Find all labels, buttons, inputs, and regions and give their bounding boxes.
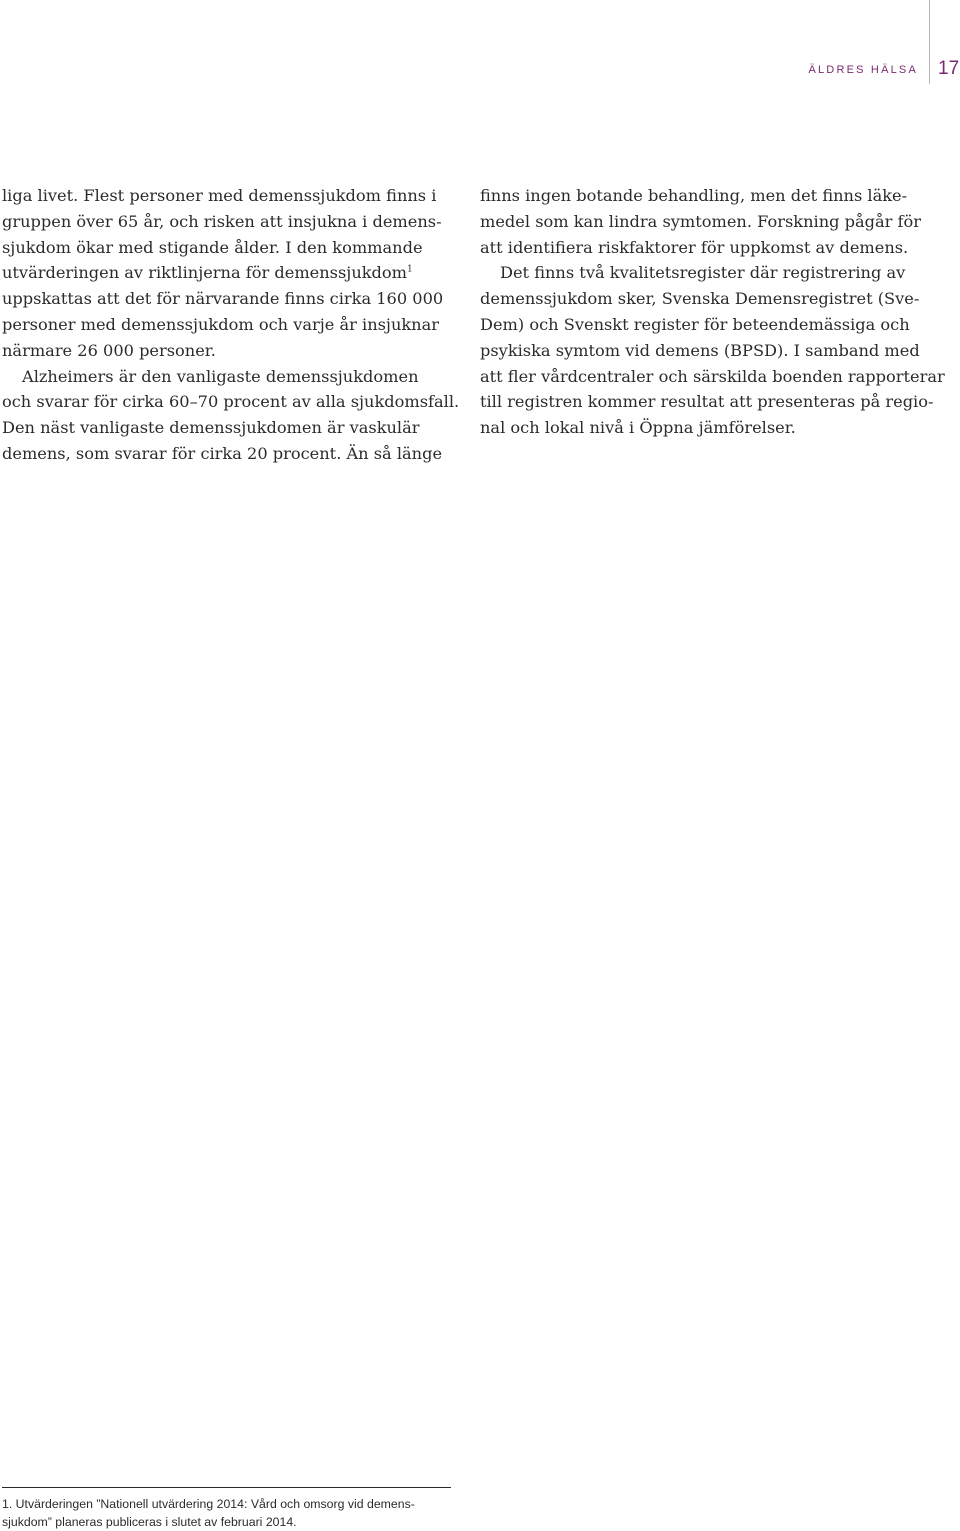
footnote-reference: 1 <box>407 265 413 275</box>
text-line-content: utvärderingen av riktlinjerna för demenssjukdom <box>2 263 408 283</box>
footnote <box>2 1495 462 1531</box>
text-line: medel som kan lindra symtomen. Forskning pågår för <box>480 211 922 231</box>
text-line: att identifiera riskfaktorer för uppkomst av demens. <box>480 237 909 257</box>
left-paragraph-1 <box>2 183 454 364</box>
text-line: personer med demenssjukdom och varje år insjuknar <box>2 314 439 334</box>
left-text-column <box>2 183 460 467</box>
text-line: Alzheimers är den vanligaste demenssjukdomen <box>22 366 419 386</box>
text-line: Dem) och Svenskt register för beteendemässiga och <box>480 314 910 334</box>
text-line: uppskattas att det för närvarande finns cirka 160 000 <box>2 289 444 309</box>
text-line: och svarar för cirka 60–70 procent av alla sjukdomsfall. <box>2 392 460 412</box>
header-divider <box>929 0 930 84</box>
text-line: Den näst vanligaste demenssjukdomen är vaskulär <box>2 418 420 438</box>
text-line: nal och lokal nivå i Öppna jämförelser. <box>480 418 796 438</box>
footnote-line: 1. Utvärderingen ”Nationell utvärdering 2014: Vård och omsorg vid demens- <box>2 1497 415 1511</box>
text-line: närmare 26 000 personer. <box>2 340 216 360</box>
text-line: gruppen över 65 år, och risken att insjukna i demens- <box>2 211 442 231</box>
text-line: sjukdom ökar med stigande ålder. I den kommande <box>2 237 423 257</box>
running-head-title: ÄLDRES HÄLSA <box>808 64 918 76</box>
text-line: att fler vårdcentraler och särskilda boenden rapporterar <box>480 366 945 386</box>
footnote-line: sjukdom” planeras publiceras i slutet av februari 2014. <box>2 1515 297 1530</box>
page-number: 17 <box>938 58 960 79</box>
right-paragraph-1 <box>480 183 934 260</box>
text-line: liga livet. Flest personer med demenssjukdom finns i <box>2 186 437 205</box>
text-line: till registren kommer resultat att presenteras på regio- <box>480 392 934 412</box>
text-line <box>2 260 454 286</box>
footnote-divider <box>2 1487 451 1488</box>
text-line: finns ingen botande behandling, men det finns läke- <box>480 186 908 205</box>
text-line: demenssjukdom sker, Svenska Demensregistret (Sve- <box>480 289 920 309</box>
left-paragraph-2 <box>2 364 460 467</box>
text-line: psykiska symtom vid demens (BPSD). I samband med <box>480 340 920 360</box>
text-line: demens, som svarar för cirka 20 procent. Än så länge <box>2 443 443 463</box>
text-line: Det finns två kvalitetsregister där registrering av <box>500 263 906 283</box>
right-paragraph-2 <box>480 260 945 441</box>
right-text-column <box>480 183 945 441</box>
